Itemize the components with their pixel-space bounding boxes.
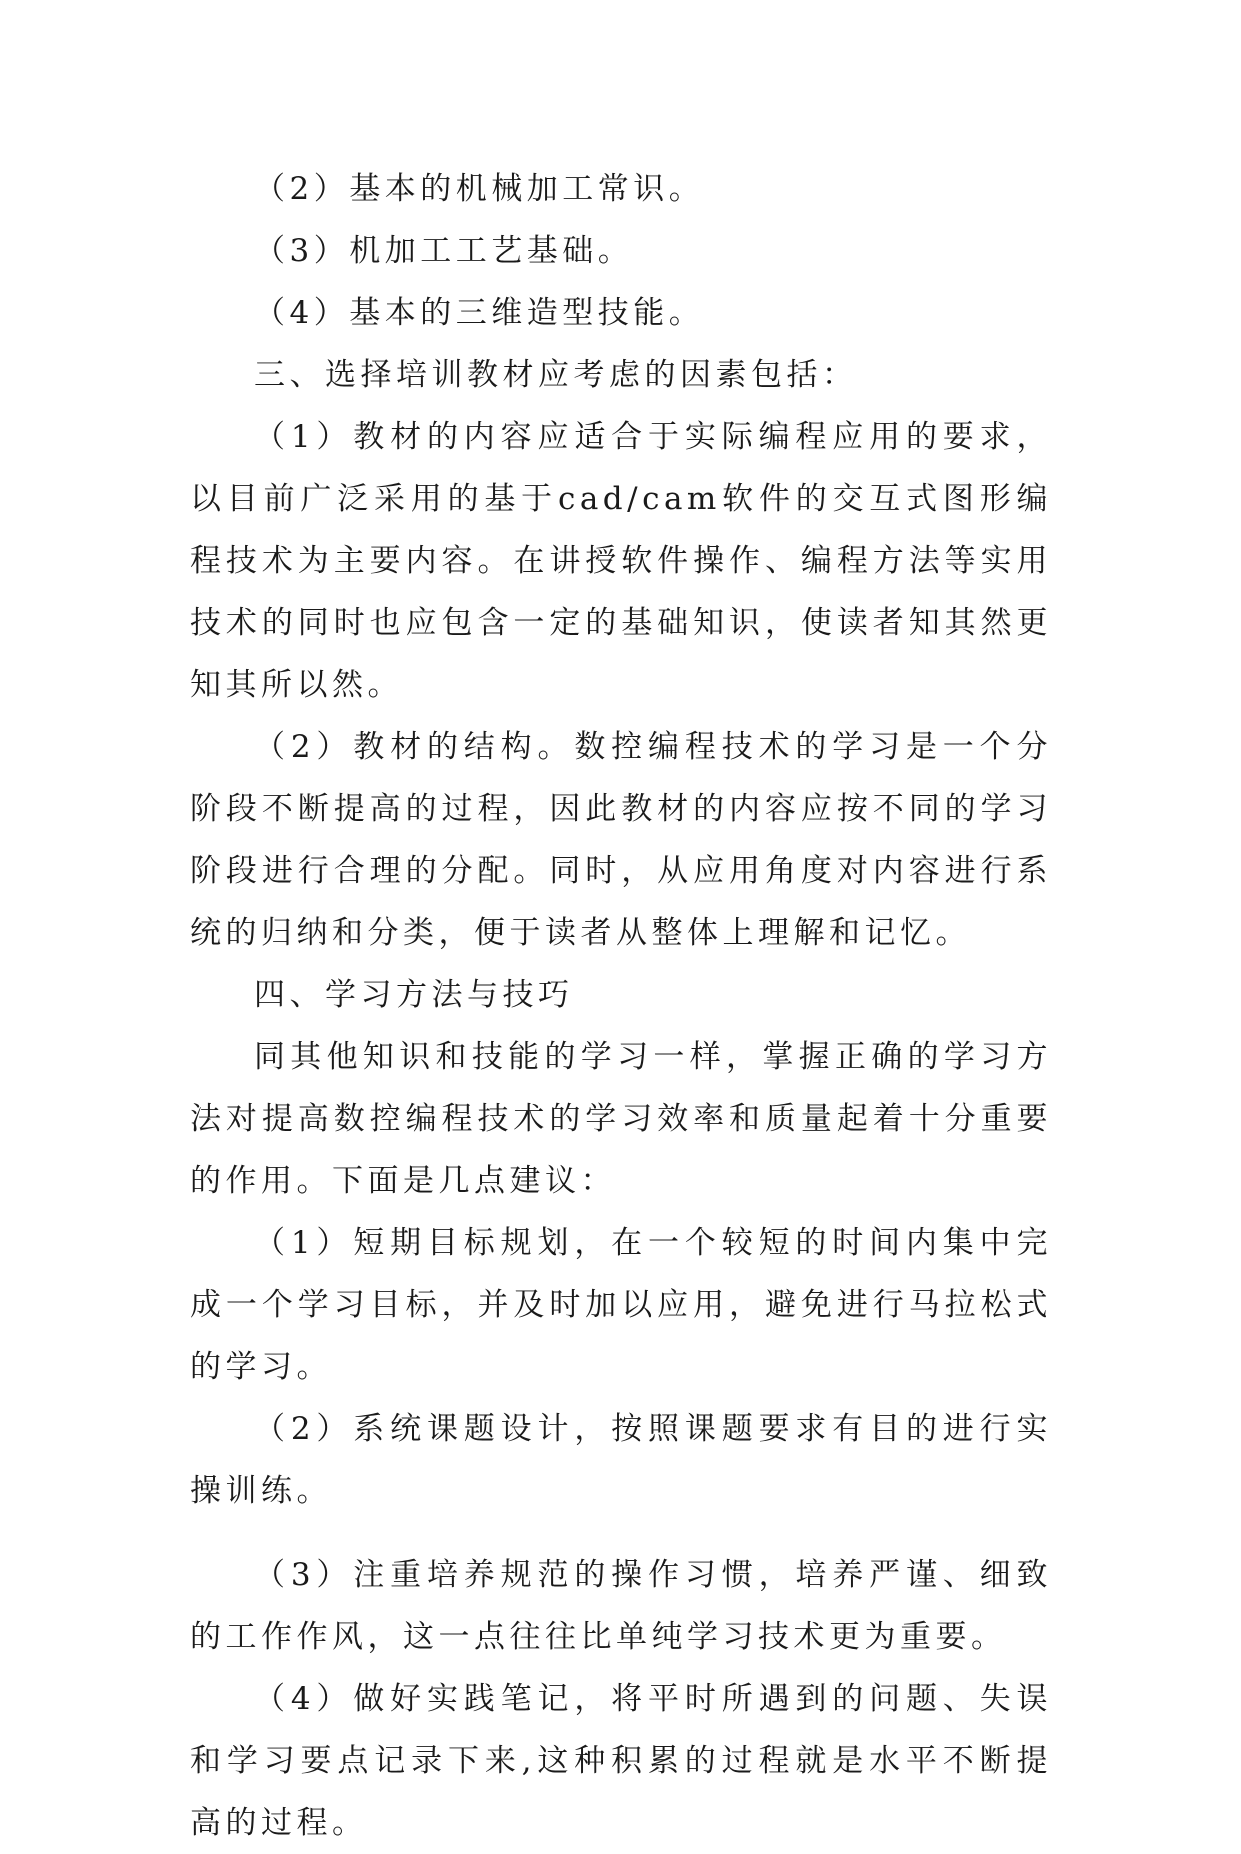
paragraph-short-term-goals: （1）短期目标规划，在一个较短的时间内集中完成一个学习目标，并及时加以应用，避免进行马拉松式的学习。 <box>190 1225 1052 1385</box>
paragraph-textbook-structure: （2）教材的结构。数控编程技术的学习是一个分阶段不断提高的过程，因此教材的内容应按不同的学习阶段进行合理的分配。同时，从应用角度对内容进行系统的归纳和分类，便于读者从整体上理解和记忆。 <box>190 729 1052 951</box>
paragraph-course-design: （2）系统课题设计，按照课题要求有目的进行实操训练。 <box>190 1411 1052 1509</box>
paragraph-textbook-content: （1）教材的内容应适合于实际编程应用的要求，以目前广泛采用的基于cad/cam软件的交互式图形编程技术为主要内容。在讲授软件操作、编程方法等实用技术的同时也应包含一定的基础知识，使读者知其然更知其所以然。 <box>190 419 1052 703</box>
section-heading-learning-methods: 四、学习方法与技巧 <box>254 977 574 1013</box>
paragraph-work-habits: （3）注重培养规范的操作习惯，培养严谨、细致的工作作风，这一点往往比单纯学习技术更为重要。 <box>190 1557 1052 1655</box>
paragraph-learning-intro: 同其他知识和技能的学习一样，掌握正确的学习方法对提高数控编程技术的学习效率和质量起着十分重要的作用。下面是几点建议： <box>190 1039 1052 1199</box>
paragraph-process-basics: （3）机加工工艺基础。 <box>254 233 634 269</box>
paragraph-3d-modeling: （4）基本的三维造型技能。 <box>254 295 705 331</box>
document-page <box>190 158 1052 1854</box>
section-heading-textbook-factors: 三、选择培训教材应考虑的因素包括： <box>254 357 858 393</box>
paragraph-practice-notes: （4）做好实践笔记，将平时所遇到的问题、失误和学习要点记录下来,这种积累的过程就是水平不断提高的过程。 <box>190 1681 1052 1841</box>
paragraph-basic-machining: （2）基本的机械加工常识。 <box>254 171 705 207</box>
